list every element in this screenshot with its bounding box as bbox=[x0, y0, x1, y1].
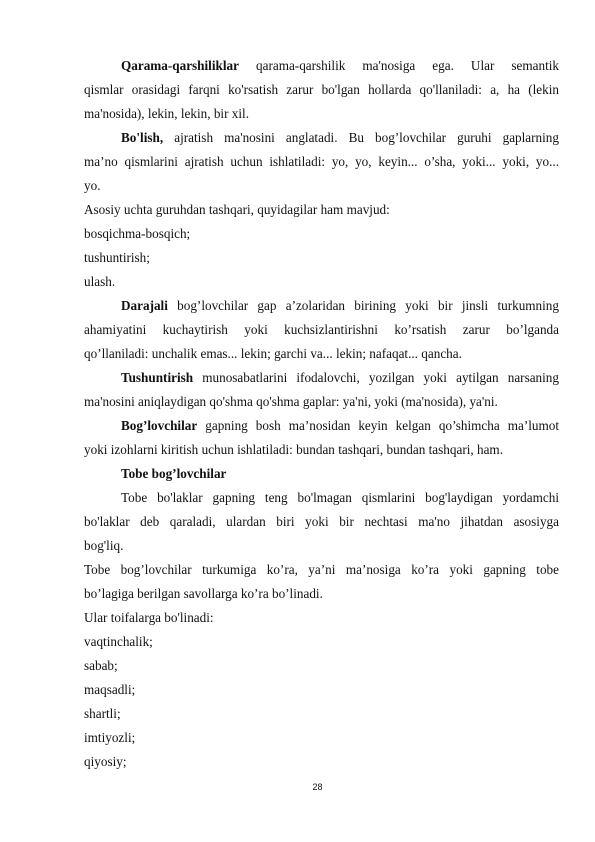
term-label: Bo'lish, bbox=[121, 130, 164, 145]
paragraph-text: bog’lovchilar gap a’zolaridan birining yoki bir jinsli turkumning bbox=[177, 298, 559, 313]
list-item: sabab; bbox=[84, 658, 118, 673]
paragraph-text: qarama-qarshilik ma'nosiga ega. Ular semantik bbox=[256, 58, 560, 73]
paragraph-line: ma'nosini aniqlaydigan qo'shma qo'shma gaplar: ya'ni, yoki (ma'nosida), ya'ni. bbox=[84, 394, 498, 409]
list-item: tushuntirish; bbox=[84, 250, 150, 265]
paragraph-line: Tobe bo'laklar gapning teng bo'lmagan qismlarini bog'laydigan yordamchi bbox=[121, 490, 559, 505]
paragraph-line: ahamiyatini kuchaytirish yoki kuchsizlantirishni ko’rsatish zarur bo’lganda bbox=[84, 322, 559, 337]
paragraph-line: qo’llaniladi: unchalik emas... lekin; garchi va... lekin; nafaqat... qancha. bbox=[84, 346, 462, 361]
term-label: Qarama-qarshiliklar bbox=[121, 58, 239, 73]
paragraph-line bbox=[121, 369, 559, 386]
term-label: Tushuntirish bbox=[121, 370, 194, 385]
paragraph-text: gapning bosh ma’nosidan keyin kelgan qo’shimcha ma’lumot bbox=[205, 418, 560, 433]
paragraph-line: Ular toifalarga bo'linadi: bbox=[84, 610, 214, 625]
paragraph-line: ma’no qismlarini ajratish uchun ishlatiladi: yo, yo, keyin... o’sha, yoki... yoki, yo... bbox=[84, 154, 559, 169]
paragraph-line: bo’lagiga berilgan savollarga ko’ra bo’linadi. bbox=[84, 586, 323, 601]
paragraph-text: ajratish ma'nosini anglatadi. Bu bog’lovchilar guruhi gaplarning bbox=[174, 130, 559, 145]
list-item: bosqichma-bosqich; bbox=[84, 226, 191, 241]
paragraph-line: yoki izohlarni kiritish uchun ishlatiladi: bundan tashqari, bundan tashqari, ham. bbox=[84, 442, 503, 457]
paragraph-text: munosabatlarini ifodalovchi, yozilgan yoki aytilgan narsaning bbox=[202, 370, 559, 385]
list-item: ulash. bbox=[84, 274, 116, 289]
paragraph-line bbox=[121, 297, 559, 314]
list-item: qiyosiy; bbox=[84, 754, 127, 769]
term-label: Bog’lovchilar bbox=[121, 418, 198, 433]
paragraph-line bbox=[121, 417, 559, 434]
paragraph-line bbox=[121, 57, 559, 74]
page-number: 28 bbox=[312, 782, 323, 792]
term-label: Darajali bbox=[121, 298, 168, 313]
section-heading bbox=[121, 465, 559, 482]
paragraph-line: ma'nosida), lekin, lekin, bir xil. bbox=[84, 106, 249, 121]
list-item: maqsadli; bbox=[84, 682, 136, 697]
paragraph-line bbox=[121, 129, 559, 146]
section-heading-text: Tobe bog’lovchilar bbox=[121, 466, 227, 481]
list-item: imtiyozli; bbox=[84, 730, 136, 745]
paragraph-line: bo'laklar deb qaraladi, ulardan biri yoki bir nechtasi ma'no jihatdan asosiyga bbox=[84, 514, 559, 529]
list-item: shartli; bbox=[84, 706, 121, 721]
list-item: vaqtinchalik; bbox=[84, 634, 153, 649]
paragraph-line: yo. bbox=[84, 178, 101, 193]
paragraph-line: Tobe bog’lovchilar turkumiga ko’ra, ya’ni ma’nosiga ko’ra yoki gapning tobe bbox=[84, 562, 559, 577]
paragraph-line: Asosiy uchta guruhdan tashqari, quyidagilar ham mavjud: bbox=[84, 202, 390, 217]
paragraph-line: bog'liq. bbox=[84, 538, 124, 553]
paragraph-line: qismlar orasidagi farqni ko'rsatish zarur bo'lgan hollarda qo'llaniladi: a, ha (lekin bbox=[84, 82, 559, 97]
